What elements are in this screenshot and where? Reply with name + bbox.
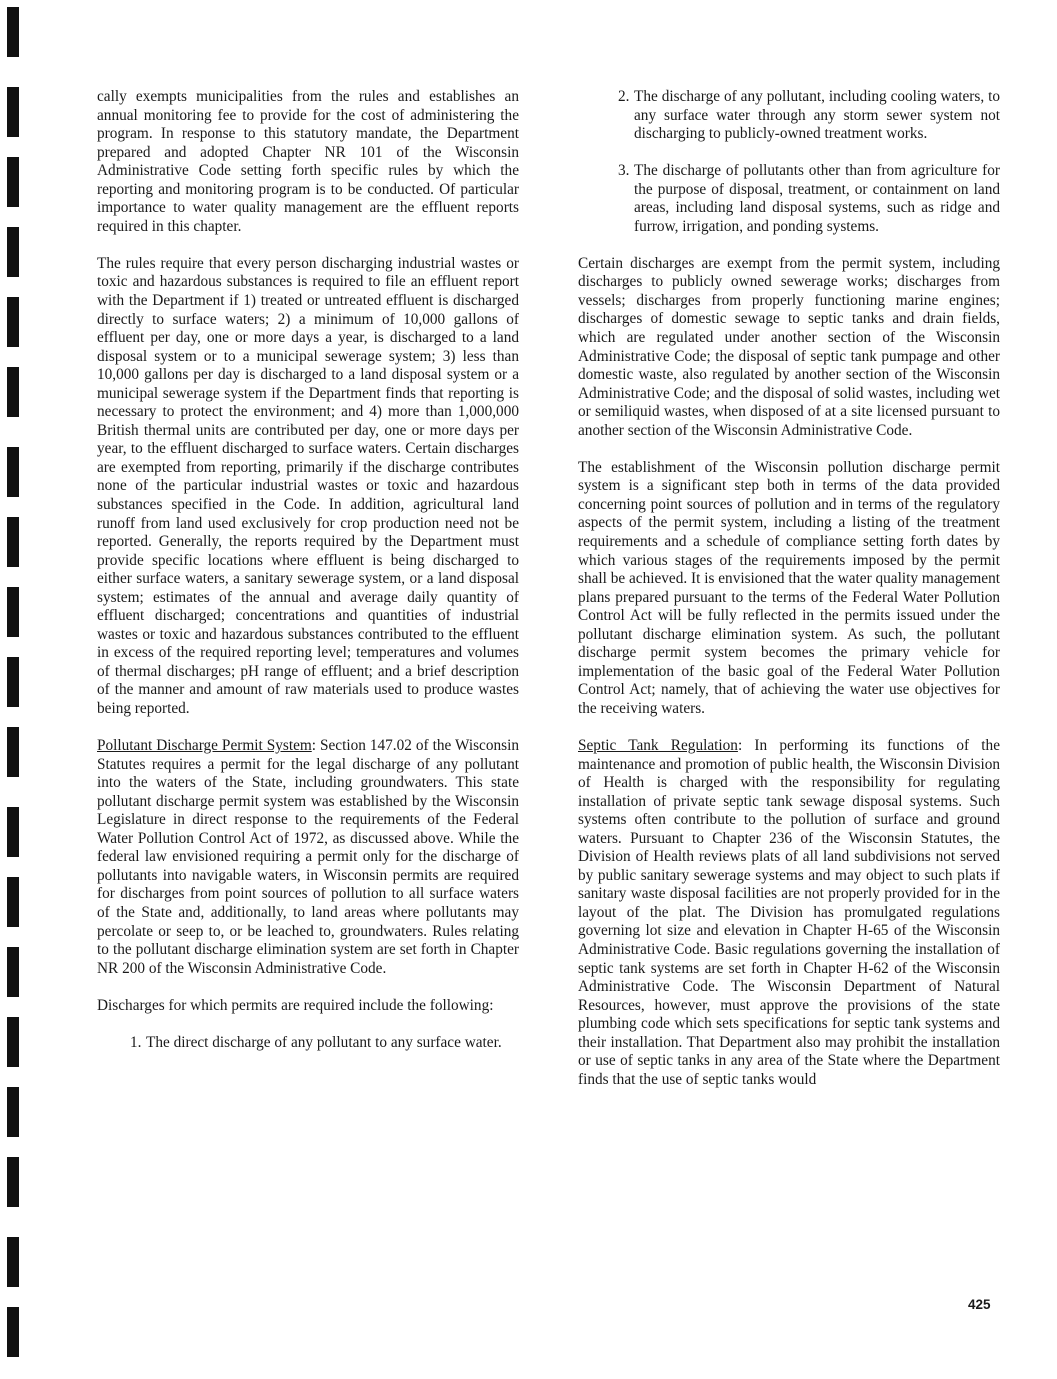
section-heading-septic-tank: Septic Tank Regulation xyxy=(578,736,738,754)
binding-mark xyxy=(7,657,19,707)
binding-mark xyxy=(7,1017,19,1067)
heading-colon: : xyxy=(311,737,317,755)
septic-tank-body: In performing its functions of the maintenance and promotion of public health, the Wisconsin Division of Health is charged with the responsibility for regulating installation of private septic tank sewage disposal systems. Such systems often contribute to the pollution of surface and ground waters. Pursuant to Chapter 236 of the Wisconsin Statutes, the Division of Health reviews plats of all land subdivisions not served by public sanitary sewerage systems and may object to such plats if sanitary waste disposal facilities are not properly provided for in the layout of the plat. The Division has promulgated regulations governing lot size and elevation in Chapter H-65 of the Wisconsin Administrative Code. Basic regulations governing the installation of septic tank systems are set forth in Chapter H-62 of the Wisconsin Administrative Code. The Wisconsin Department of Natural Resources, however, must approve the provisions of the state plumbing code which sets specifications for septic tank systems and their installation. That Department also may prohibit the installation or use of septic tanks in any area of the State where the Department finds that the use of septic tanks would xyxy=(578,736,1000,1088)
paragraph-permit-exemptions: Certain discharges are exempt from the permit system, including discharges to publicly owned sewerage works; discharges from vessels; discharges from properly functioning marine engines; discharges of domestic sewage to septic tanks and drain fields, which are regulated under another section of the Wisconsin Administrative Code; the disposal of septic tank pumpage and other domestic waste, also regulated by another section of the Wisconsin Administrative Code; and the disposal of solid wastes, including wet or semiliquid wastes, when disposed of at a site licensed pursuant to another section of the Wisconsin Administrative Code. xyxy=(578,254,1000,439)
binding-mark xyxy=(7,87,19,137)
paragraph-permit-system xyxy=(97,737,519,978)
binding-mark xyxy=(7,7,19,57)
list-item-text: The discharge of pollutants other than from agriculture for the purpose of disposal, treatment, or containment on land areas, including land disposal systems, such as ridge and furrow, irrigation, and ponding systems. xyxy=(634,162,1000,235)
page-number: 425 xyxy=(968,1297,991,1312)
paragraph-reporting-mandate: cally exempts municipalities from the rules and establishes an annual monitoring fee to provide for the cost of administering the program. In response to this statutory mandate, the Department prepared and adopted Chapter NR 101 of the Wisconsin Administrative Code setting forth specific rules by which the reporting and monitoring program is to be conducted. Of particular importance to water quality management are the effluent reports required in this chapter. xyxy=(97,88,519,235)
list-item xyxy=(97,1034,519,1053)
binding-mark xyxy=(7,447,19,497)
binding-mark xyxy=(7,157,19,207)
binding-mark xyxy=(7,587,19,637)
paragraph-permit-significance: The establishment of the Wisconsin pollution discharge permit system is a significant step both in terms of the data provided concerning point sources of pollution and in terms of the regulatory aspects of the permit system, including a listing of the treatment requirements and a schedule of compliance setting forth dates by which various stages of the requirements imposed by the permit shall be achieved. It is envisioned that the water quality management plans prepared pursuant to the terms of the Federal Water Pollution Control Act will be fully reflected in the permits issued under the pollutant discharge elimination system. As such, the pollutant discharge permit system becomes the primary vehicle for implementation of the basic goal of the Federal Water Pollution Control Act; namely, that of achieving the water use objectives for the receiving waters. xyxy=(578,458,1000,717)
binding-mark xyxy=(7,727,19,777)
list-item-text: The discharge of any pollutant, including cooling waters, to any surface water through any storm sewer system not discharging to publicly-owned treatment works. xyxy=(634,88,1000,143)
binding-mark xyxy=(7,297,19,347)
binding-mark xyxy=(7,1157,19,1207)
binding-mark xyxy=(7,1087,19,1137)
binding-margin xyxy=(0,0,30,1379)
binding-mark xyxy=(7,1237,19,1287)
binding-mark xyxy=(7,1307,19,1357)
list-item-text: The direct discharge of any pollutant to any surface water. xyxy=(146,1033,502,1051)
list-item-number: 1. xyxy=(130,1033,142,1051)
binding-mark xyxy=(7,947,19,997)
binding-mark xyxy=(7,877,19,927)
binding-mark xyxy=(7,227,19,277)
permit-system-body: Section 147.02 of the Wisconsin Statutes requires a permit for the legal discharge of any pollutant into the waters of the State, including groundwaters. This state pollutant discharge permit system was established by the Wisconsin Legislature in direct response to the requirements of the Federal Water Pollution Control Act of 1972, as discussed above. While the federal law envisioned requiring a permit only for the discharge of pollutants into navigable waters, in Wisconsin permits are required for discharges from point sources of pollution to all surface waters of the State and, additionally, to land areas where pollutants may percolate or seep to, or be leached to, groundwaters. Rules relating to the pollutant discharge elimination system are set forth in Chapter NR 200 of the Wisconsin Administrative Code. xyxy=(97,737,519,977)
binding-mark xyxy=(7,807,19,857)
binding-mark xyxy=(7,517,19,567)
paragraph-septic-tank xyxy=(578,737,1000,1089)
right-column xyxy=(578,88,1000,1108)
paragraph-discharges-list-intro: Discharges for which permits are required include the following: xyxy=(97,996,494,1014)
heading-colon: : xyxy=(737,736,743,754)
left-column xyxy=(97,88,519,1071)
list-item-number: 3. xyxy=(618,162,630,180)
paragraph-effluent-rules: The rules require that every person discharging industrial wastes or toxic and hazardous substances is required to file an effluent report with the Department if 1) treated or untreated effluent is discharged directly to surface waters; 2) a minimum of 10,000 gallons of effluent per day, one or more days a year, is discharged to a land disposal system or to a municipal sewerage system; 3) less than 10,000 gallons per day is discharged to a land disposal system or a municipal sewerage system if the Department finds that reporting is necessary to protect the environment; and 4) more than 1,000,000 British thermal units are contributed per day, one or more days per year, to the effluent discharged to surface waters. Certain discharges are exempted from reporting, primarily if the discharge contributes none of the particular industrial wastes or toxic and hazardous substances specified in the Code. In addition, agricultural land runoff from land used exclusively for crop production need not be reported. Generally, the reports required by the Department must provide specific locations where effluent is being discharged to either surface waters, a sanitary sewerage system, or a land disposal system; estimates of the annual and average daily quantity of effluent discharged; concentrations and quantities of industrial wastes or toxic and hazardous substances contributed to the effluent in excess of the required reporting level; temperatures and volumes of thermal discharges; pH range of effluent; and a brief description of the manner and amount of raw materials used to produce wastes being reported. xyxy=(97,254,519,717)
binding-mark xyxy=(7,367,19,417)
list-item xyxy=(578,162,1000,236)
section-heading-pollutant-discharge: Pollutant Discharge Permit System xyxy=(97,737,312,755)
list-item-number: 2. xyxy=(618,88,630,105)
list-item xyxy=(578,88,1000,144)
